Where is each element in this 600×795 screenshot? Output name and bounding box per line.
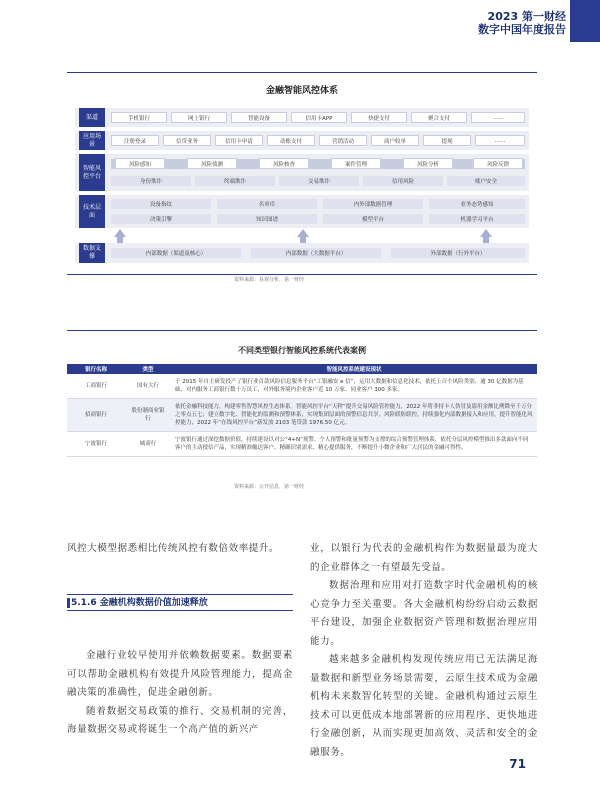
channel-item: 聚合支付 (411, 112, 467, 123)
tech-item: 业务态势感知 (429, 199, 525, 209)
tech-item: 机器学习平台 (429, 214, 525, 224)
scenario-item: 注册登录 (111, 135, 159, 146)
channel-item: 网上银行 (171, 112, 227, 123)
bank-desc: 依托金融科技能力，构建零售智慧风控生态体系。智能风控平台“天秤”提升交易风险管控能力，2022 年将非持卡人伪冒及盗用金额比例降至千万分之零点五七；建立数字化、智能化的监测和预警体系，实现集团层面的预警信息共享，风险联防联控，持续强化内部数据接入和应用，提升智能化风控能力，2022 年“在线风控平台”新发放 2103 笔贷款 1976.50 亿元。 (171, 399, 537, 432)
scenario-item: 动账支付 (267, 135, 315, 146)
platform-process: 案件管理 (331, 158, 381, 169)
layer-platform (75, 154, 529, 191)
tech-item: 知识图谱 (217, 214, 317, 224)
table-row (67, 374, 537, 399)
bank-desc: 于 2015 年自主研发投产了银行业首款风险信息服务平台“工银融安 e 信”，运用大数据和信息化技术，依托上百个风险类别、逾 30 亿数据为基础，对内服务工商银行数十万员工，对外服务境内企业客户近 10 万家、同业客户 300 多家。 (171, 374, 537, 399)
tech-item: 内外部数据管理 (323, 199, 423, 209)
up-arrow-icon (480, 229, 492, 237)
up-arrow-icon (297, 229, 309, 237)
left-column (67, 540, 293, 559)
running-header (478, 10, 566, 36)
paragraph: 数据治理和应用对打造数字时代金融机构的核心竞争力至关重要。各大金融机构纷纷启动云数据平台建设，加强企业数据资产管理和数据治理应用能力。 (310, 580, 538, 647)
left-column-lower (67, 647, 293, 740)
bank-name: 宁波银行 (67, 432, 125, 457)
platform-risk: 信用风险 (363, 176, 443, 186)
platform-process: 风险反馈 (473, 158, 523, 169)
col-header: 智能风控系统建设现状 (171, 364, 537, 374)
table-title: 不同类型银行智能风控系统代表案例 (238, 346, 366, 355)
layer-data (75, 243, 529, 263)
platform-process: 风险分析 (403, 158, 453, 169)
page-number: 71 (509, 757, 526, 771)
channel-item: 手机银行 (111, 112, 167, 123)
table-header-row (67, 364, 537, 374)
bank-type: 城商行 (125, 432, 171, 457)
platform-risk: 终端欺诈 (195, 176, 275, 186)
bank-name: 招商银行 (67, 399, 125, 432)
figure2-source: 资料来源：公开信息，第一财经 (234, 484, 305, 490)
scenario-item: 信贷业务 (163, 135, 211, 146)
scenario-item: 信用卡申请 (215, 135, 263, 146)
col-header: 银行名称 (67, 364, 125, 374)
layer-channel (75, 108, 529, 127)
channel-item: …… (471, 112, 525, 123)
layer-label: 智能风控平台 (79, 154, 105, 191)
figure1-source: 资料来源：易观分析，第一财经 (234, 277, 305, 283)
platform-process: 风险感知 (115, 158, 165, 169)
scenario-item: 提现 (423, 135, 471, 146)
paragraph: 越来越多金融机构发现传统应用已无法满足海量数据和新型业务场景需要，云原生技术成为金融机构未来数智化转型的关键。金融机构通过云原生技术可以更低成本地部署新的应用程序、更快地进行金融创新，从而实现更加高效、灵活和安全的金融服务。 (310, 654, 538, 758)
channel-item: 快捷支付 (351, 112, 407, 123)
bank-type: 股份制商业银行 (125, 399, 171, 432)
paragraph: 随着数据交易政策的推行、交易机制的完善，海量数据交易或将诞生一个高产值的新兴产 (67, 705, 293, 735)
section-title: 5.1.6 金融机构数据价值加速释放 (71, 598, 208, 608)
data-source: 外部数据（行外平台） (391, 248, 525, 258)
section-heading (67, 594, 293, 611)
header-accent-bar (570, 0, 600, 42)
tech-item: 名单库 (217, 199, 317, 209)
bank-desc: 宁波银行通过深挖数据价值，持续建设以对公“4+N”预警、个人预警和批量预警为支撑的综合预警管理体系，依托分层风控模型推出多款面向不同客户的主动授信产品，实现精准触达客户、精确识别需求、精心提供服务，不断提升小微企业和广大居民的金融可得性。 (171, 432, 537, 457)
platform-risk: 交易欺诈 (279, 176, 359, 186)
platform-process-bar (111, 159, 525, 169)
paragraph: 金融行业较早使用并依赖数据要素。数据要素可以帮助金融机构有效提升风险管理能力，提高金融决策的准确性，促进金融创新。 (67, 650, 293, 698)
data-source: 内部数据（渠道及核心） (111, 248, 241, 258)
bank-type: 国有大行 (125, 374, 171, 399)
tech-item: 决策引擎 (111, 214, 211, 224)
layer-technology (75, 195, 529, 228)
layer-scenario (75, 131, 529, 150)
scenario-item: 商户收单 (371, 135, 419, 146)
channel-item: 智能设备 (231, 112, 287, 123)
layer-label: 技术层面 (79, 195, 105, 228)
bank-cases-table-figure (67, 330, 537, 480)
layer-label: 渠道 (79, 108, 105, 127)
risk-control-diagram (67, 72, 537, 275)
platform-process: 风险侦测 (187, 158, 237, 169)
platform-process: 风险核查 (259, 158, 309, 169)
diagram-title: 金融智能风控体系 (265, 86, 338, 96)
layer-label: 应用场景 (79, 131, 105, 150)
tech-item: 模型平台 (323, 214, 423, 224)
scenario-item: …… (475, 135, 525, 146)
layer-label: 数据支撑 (79, 243, 105, 263)
header-line1: 2023 第一财经 (487, 10, 566, 23)
scenario-item: 营销活动 (319, 135, 367, 146)
table-row (67, 399, 537, 432)
bank-name: 工商银行 (67, 374, 125, 399)
data-source: 内部数据（大数据平台） (251, 248, 381, 258)
header-line2: 数字中国年度报告 (478, 23, 566, 36)
platform-risk: 身份欺诈 (111, 176, 191, 186)
cases-table (67, 364, 537, 457)
paragraph: 风控大模型据悉相比传统风控有数倍效率提升。 (67, 543, 280, 554)
right-column (310, 540, 538, 762)
col-header: 类型 (125, 364, 171, 374)
platform-risk: 账户安全 (447, 176, 525, 186)
paragraph: 业，以银行为代表的金融机构作为数据量最为庞大的企业群体之一有望最先受益。 (310, 543, 538, 573)
channel-item: 信用卡APP (291, 112, 347, 123)
table-row (67, 432, 537, 457)
tech-item: 设备指纹 (111, 199, 211, 209)
up-arrow-icon (114, 229, 126, 237)
